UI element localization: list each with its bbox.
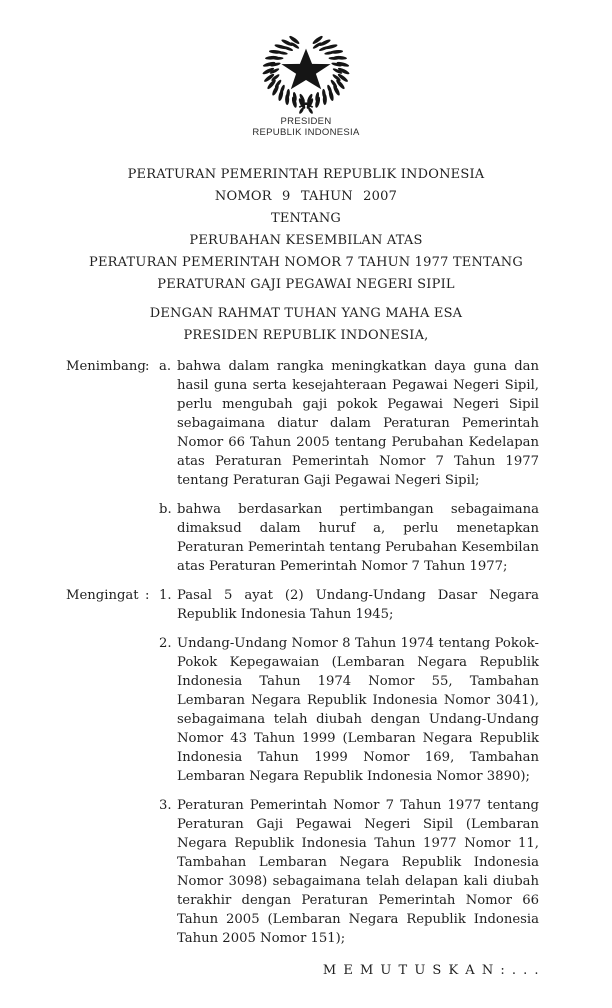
item-marker: b. (159, 502, 172, 517)
clause-menimbang (66, 357, 539, 576)
clause-label-menimbang: Menimbang (66, 359, 146, 374)
letterhead (0, 0, 612, 138)
list-item (159, 634, 539, 786)
item-text: bahwa dalam rangka meningkatkan daya guna dan hasil guna serta kesejahteraan Pegawai Negeri Sipil, perlu mengubah gaji pokok Pegawai Negeri Sipil sebagaimana diatur dalam Peraturan Pemerintah Nomor 66 Tahun 2005 tentang Perubahan Kedelapan atas Peraturan Pemerintah Nomor 7 Tahun 1977 tentang Peraturan Gaji Pegawai Negeri Sipil; (177, 359, 539, 488)
page-continuation-marker: M E M U T U S K A N : . . . (322, 963, 540, 978)
clauses (66, 357, 539, 948)
title-line-number: NOMOR 9 TAHUN 2007 (214, 189, 398, 204)
item-marker: 3. (159, 798, 172, 813)
list-item (159, 586, 539, 624)
clause-colon: : (145, 359, 150, 374)
preamble-invocation: DENGAN RAHMAT TUHAN YANG MAHA ESA (149, 306, 463, 321)
item-marker: 1. (159, 588, 172, 603)
letterhead-title: PRESIDEN (280, 116, 332, 127)
list-item (159, 796, 539, 948)
title-line-subject-2: PERATURAN PEMERINTAH NOMOR 7 TAHUN 1977 TENTANG (89, 255, 523, 270)
title-line-subject-1: PERUBAHAN KESEMBILAN ATAS (189, 233, 423, 248)
letterhead-subtitle: REPUBLIK INDONESIA (252, 127, 360, 138)
item-text: Peraturan Pemerintah Nomor 7 Tahun 1977 tentang Peraturan Gaji Pegawai Negeri Sipil (Lembaran Negara Republik Indonesia Tahun 1977 Nomor 11, Tambahan Lembaran Negara Republik Indonesia Nomor 3098) sebagaimana telah delapan kali diubah terakhir dengan Peraturan Pemerintah Nomor 66 Tahun 2005 (Lembaran Negara Republik Indonesia Tahun 2005 Nomor 151); (177, 798, 539, 946)
clause-mengingat (66, 586, 539, 948)
mengingat-items (159, 586, 539, 948)
preamble-authority: PRESIDEN REPUBLIK INDONESIA, (183, 328, 429, 343)
title-line-regulation: PERATURAN PEMERINTAH REPUBLIK INDONESIA (127, 167, 485, 182)
star-icon (281, 49, 330, 90)
item-text: Undang-Undang Nomor 8 Tahun 1974 tentang Pokok-Pokok Kepegawaian (Lembaran Negara Republik Indonesia Tahun 1974 Nomor 55, Tambahan Lembaran Negara Republik Indonesia Nomor 3041), sebagaimana telah diubah dengan Undang-Undang Nomor 43 Tahun 1999 (Lembaran Negara Republik Indonesia Tahun 1999 Nomor 169, Tambahan Lembaran Negara Republik Indonesia Nomor 3890); (177, 636, 539, 784)
list-item (159, 500, 539, 576)
item-marker: 2. (159, 636, 172, 651)
preamble (0, 303, 612, 347)
clause-colon: : (145, 588, 150, 603)
title-line-tentang: TENTANG (270, 211, 342, 226)
list-item (159, 357, 539, 490)
presidential-seal-icon (261, 32, 351, 116)
item-text: Pasal 5 ayat (2) Undang-Undang Dasar Negara Republik Indonesia Tahun 1945; (177, 588, 539, 622)
item-marker: a. (159, 359, 172, 374)
clause-label-mengingat: Mengingat (66, 588, 139, 603)
title-line-subject-3: PERATURAN GAJI PEGAWAI NEGERI SIPIL (157, 277, 455, 292)
menimbang-items (159, 357, 539, 576)
item-text: bahwa berdasarkan pertimbangan sebagaimana dimaksud dalam huruf a, perlu menetapkan Peraturan Pemerintah tentang Perubahan Kesembilan atas Peraturan Pemerintah Nomor 7 Tahun 1977; (177, 502, 539, 574)
regulation-title (0, 164, 612, 296)
